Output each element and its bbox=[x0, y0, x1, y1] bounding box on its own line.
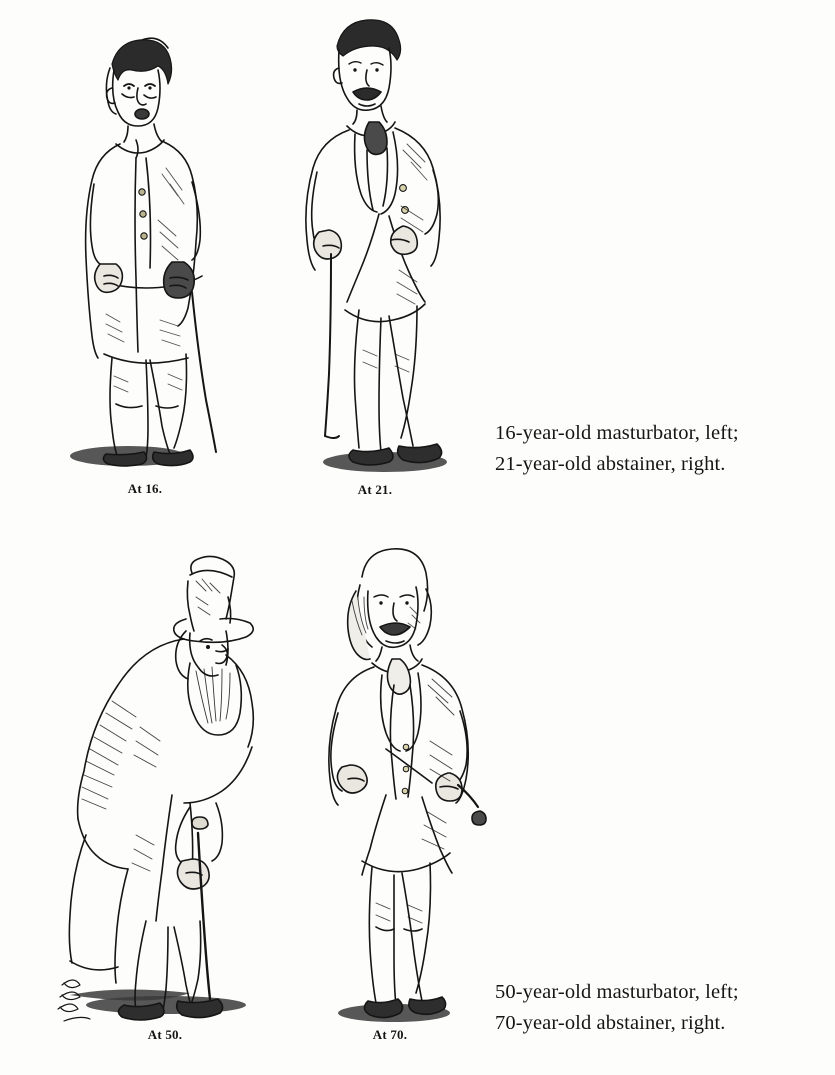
figure-at-16-drawing bbox=[50, 24, 240, 479]
figure-caption-at-16: At 16. bbox=[127, 481, 163, 496]
figure-caption-at-70: At 70. bbox=[372, 1027, 408, 1042]
caption-top-block bbox=[495, 418, 825, 480]
figure-at-50-drawing bbox=[40, 535, 290, 1025]
figure-at-70-drawing bbox=[290, 535, 490, 1025]
figure-at-50 bbox=[40, 535, 290, 1043]
caption-bottom-line-1: 50-year-old masturbator, left; bbox=[495, 981, 739, 1003]
figure-at-21 bbox=[275, 10, 475, 498]
figure-at-16 bbox=[50, 24, 240, 497]
figure-at-21-drawing bbox=[275, 10, 475, 480]
figure-caption-at-50: At 50. bbox=[147, 1027, 183, 1042]
caption-bottom-block bbox=[495, 977, 825, 1039]
caption-bottom-line-2: 70-year-old abstainer, right. bbox=[495, 1012, 726, 1034]
illustration-panel-bottom bbox=[20, 525, 490, 1060]
caption-top-line-1: 16-year-old masturbator, left; bbox=[495, 422, 739, 444]
caption-top-line-2: 21-year-old abstainer, right. bbox=[495, 453, 726, 475]
illustration-panel-top bbox=[20, 10, 490, 510]
figure-caption-at-21: At 21. bbox=[357, 482, 393, 497]
figure-at-70 bbox=[290, 535, 490, 1043]
